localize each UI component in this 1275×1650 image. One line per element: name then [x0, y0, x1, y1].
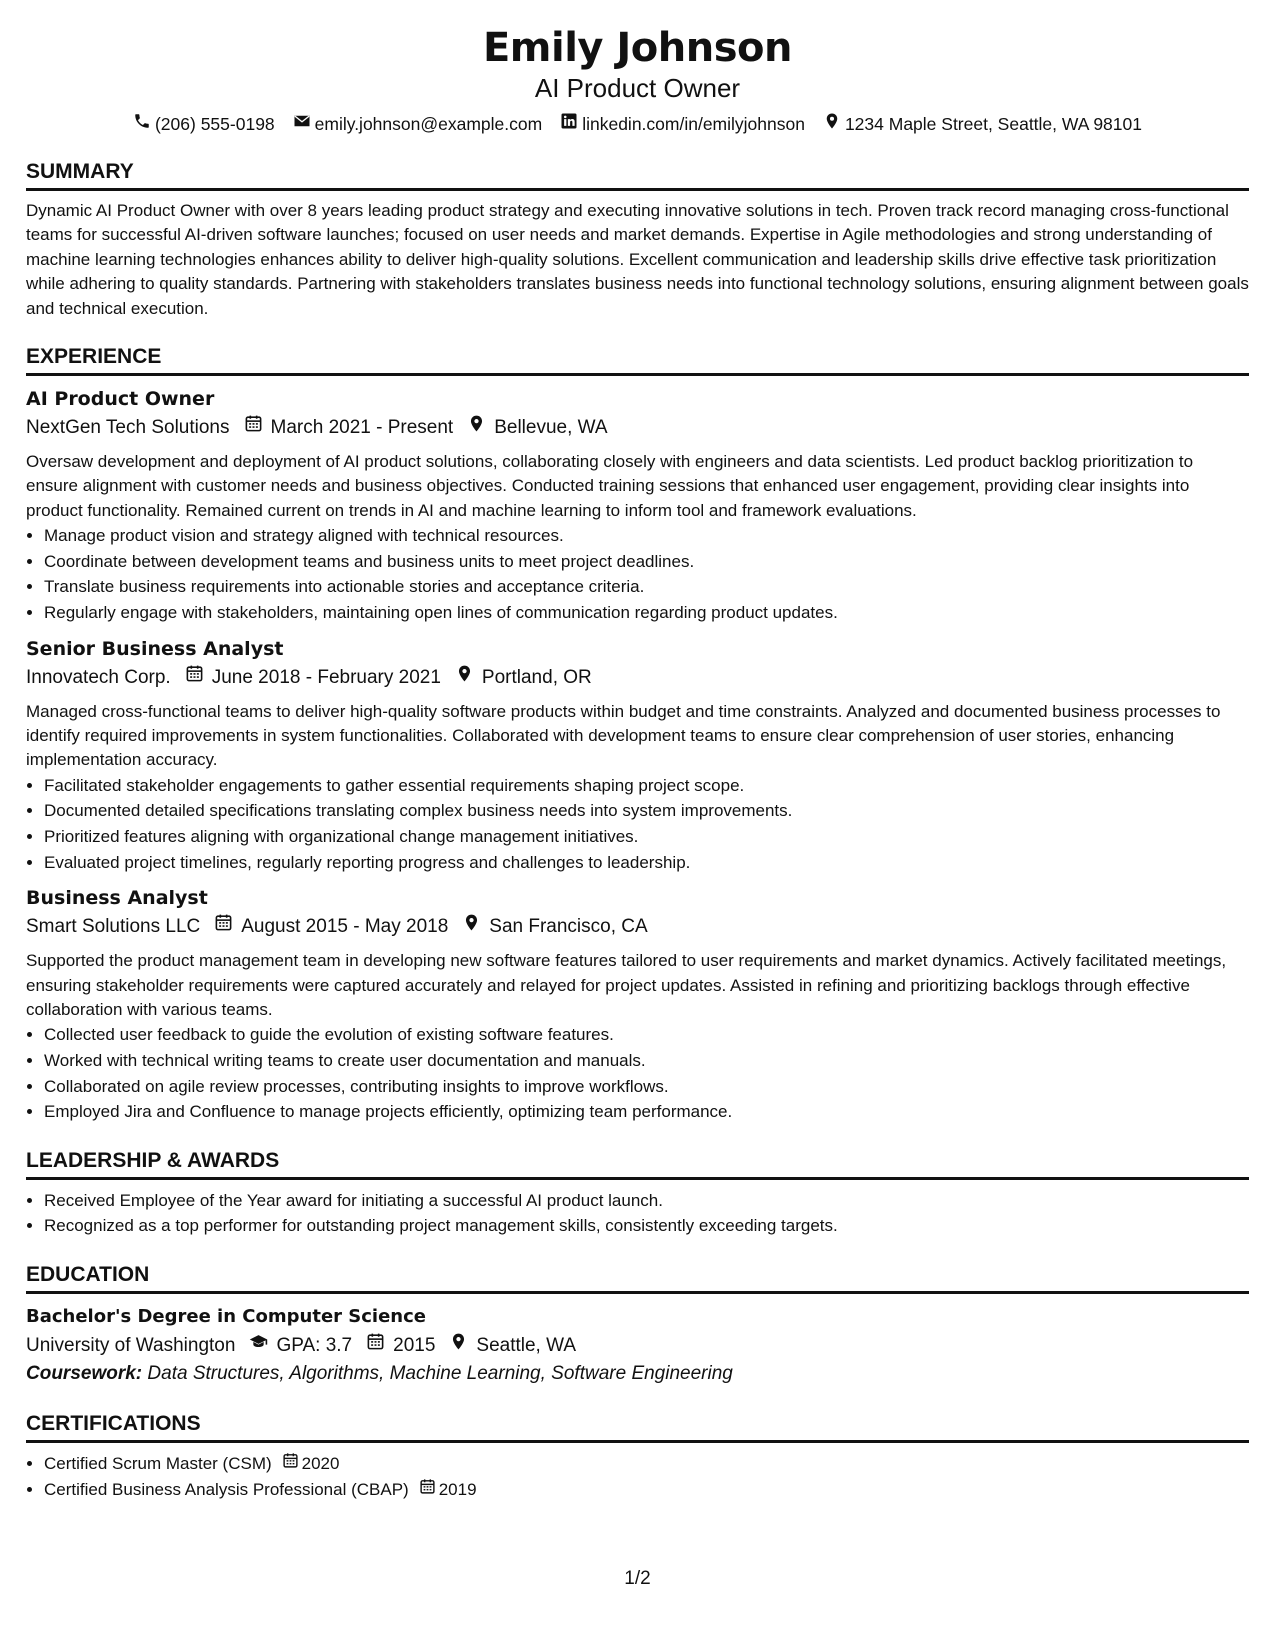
job-meta	[26, 414, 1249, 442]
candidate-name: Emily Johnson	[482, 25, 792, 71]
coursework	[26, 1360, 1249, 1388]
certifications-list	[26, 1451, 1249, 1502]
list-item: • Collected user feedback to guide the evolution of existing software features.	[44, 1022, 1249, 1048]
job-bullets	[26, 1022, 1249, 1124]
contact-linkedin[interactable]	[560, 112, 805, 136]
list-item: • Manage product vision and strategy aligned with technical resources.	[44, 523, 1249, 549]
graduation-cap-icon	[249, 1332, 268, 1360]
cert-name: • Certified Business Analysis Professional (CBAP)	[44, 1479, 409, 1499]
certifications-heading: CERTIFICATIONS	[26, 1410, 1249, 1443]
job-description: Oversaw development and deployment of AI product solutions, collaborating closely with engineers and data scientists. Led product backlog prioritization to ensure alignment with customer needs and business objectives. Conducted training sessions that enhanced user engagement, providing clear insights into product functionality. Remained current on trends in AI and machine learning to inform tool and framework evaluations.	[26, 452, 1194, 520]
contact-email[interactable]	[293, 112, 543, 136]
phone-icon	[133, 112, 151, 136]
education-heading: EDUCATION	[26, 1261, 1249, 1294]
coursework-text: Data Structures, Algorithms, Machine Learning, Software Engineering	[147, 1363, 733, 1384]
gpa-text: GPA: 3.7	[276, 1335, 353, 1356]
list-item	[44, 1451, 1249, 1477]
map-pin-icon	[467, 414, 486, 442]
linkedin-text: linkedin.com/in/emilyjohnson	[582, 114, 805, 134]
list-item	[44, 1477, 1249, 1503]
job-dates: June 2018 - February 2021	[211, 666, 441, 688]
list-item: • Translate business requirements into actionable stories and acceptance criteria.	[44, 574, 1249, 600]
list-item: • Evaluated project timelines, regularly reporting progress and challenges to leadership.	[44, 850, 1249, 876]
graduation-year: 2015	[393, 1335, 436, 1356]
experience-heading: EXPERIENCE	[26, 343, 1249, 376]
email-text: emily.johnson@example.com	[314, 114, 543, 134]
list-item: • Worked with technical writing teams to create user documentation and manuals.	[44, 1048, 1249, 1074]
calendar-icon	[419, 1477, 436, 1503]
list-item: • Facilitated stakeholder engagements to gather essential requirements shaping project scope.	[44, 773, 1249, 799]
job-title: Senior Business Analyst	[26, 637, 284, 660]
list-item: • Employed Jira and Confluence to manage projects efficiently, optimizing team performance.	[44, 1099, 1249, 1125]
calendar-icon	[185, 664, 204, 692]
job-bullets	[26, 773, 1249, 875]
contact-phone[interactable]	[133, 112, 275, 136]
cert-year: 2019	[438, 1479, 477, 1499]
summary-heading: SUMMARY	[26, 158, 1249, 191]
job-title: Business Analyst	[26, 887, 208, 910]
calendar-icon	[244, 414, 263, 442]
calendar-icon	[282, 1451, 299, 1477]
map-pin-icon	[823, 112, 841, 136]
job-title: AI Product Owner	[26, 388, 215, 411]
education-meta	[26, 1332, 1249, 1360]
job-location: Bellevue, WA	[494, 417, 608, 439]
candidate-title: AI Product Owner	[534, 73, 741, 103]
list-item: • Received Employee of the Year award for initiating a successful AI product launch.	[44, 1188, 1249, 1214]
job-entry	[26, 885, 1249, 1125]
job-entry	[26, 386, 1249, 626]
phone-text: (206) 555-0198	[154, 114, 275, 134]
coursework-label: Coursework:	[26, 1363, 143, 1384]
map-pin-icon	[462, 913, 481, 941]
company-name: NextGen Tech Solutions	[26, 417, 230, 439]
cert-name: • Certified Scrum Master (CSM)	[44, 1454, 272, 1473]
job-description: Managed cross-functional teams to deliver high-quality software products within budget and time constraints. Analyzed and documented business processes to identify required improvements in system functionalities. Collaborated with development teams to ensure clear comprehension of user stories, enhancing implementation accuracy.	[26, 701, 1221, 770]
job-bullets	[26, 523, 1249, 625]
contact-bar	[26, 112, 1249, 136]
job-dates: March 2021 - Present	[270, 417, 454, 439]
job-location: San Francisco, CA	[489, 916, 648, 938]
job-meta	[26, 664, 1249, 692]
map-pin-icon	[449, 1332, 468, 1360]
job-meta	[26, 913, 1249, 941]
contact-address	[823, 112, 1142, 136]
degree-title: Bachelor's Degree in Computer Science	[26, 1306, 426, 1327]
linkedin-icon	[560, 112, 578, 136]
summary-text: Dynamic AI Product Owner with over 8 years leading product strategy and executing innovative solutions in tech. Proven track record managing cross-functional teams for successful AI-driven software launches; focused on user needs and market demands. Expertise in Agile methodologies and strong understanding of machine learning technologies enhances ability to deliver high-quality solutions. Excellent communication and leadership skills drive effective task prioritization while adhering to quality standards. Partnering with stakeholders translates business needs into functional technology solutions, ensuring alignment between goals and technical execution.	[26, 201, 1249, 318]
calendar-icon	[366, 1332, 385, 1360]
page-number: 1/2	[624, 1568, 651, 1589]
job-dates: August 2015 - May 2018	[241, 916, 449, 938]
list-item: • Recognized as a top performer for outstanding project management skills, consistently exceeding targets.	[44, 1213, 1249, 1239]
company-name: Smart Solutions LLC	[26, 916, 201, 938]
list-item: • Documented detailed specifications translating complex business needs into system improvements.	[44, 798, 1249, 824]
education-location: Seattle, WA	[476, 1335, 577, 1356]
company-name: Innovatech Corp.	[26, 666, 171, 688]
list-item: • Regularly engage with stakeholders, maintaining open lines of communication regarding product updates.	[44, 600, 1249, 626]
calendar-icon	[214, 913, 233, 941]
awards-heading: LEADERSHIP & AWARDS	[26, 1147, 1249, 1180]
cert-year: 2020	[301, 1454, 340, 1473]
job-entry	[26, 636, 1249, 876]
job-description: Supported the product management team in developing new software features tailored to user requirements and market dynamics. Actively facilitated meetings, ensuring stakeholder requirements were captured accurately and relayed for project updates. Assisted in refining and prioritizing backlogs through effective collaboration with various teams.	[26, 951, 1227, 1020]
list-item: • Prioritized features aligning with organizational change management initiatives.	[44, 824, 1249, 850]
map-pin-icon	[455, 664, 474, 692]
list-item: • Coordinate between development teams and business units to meet project deadlines.	[44, 549, 1249, 575]
awards-list	[26, 1188, 1249, 1239]
list-item: • Collaborated on agile review processes, contributing insights to improve workflows.	[44, 1074, 1249, 1100]
address-text: 1234 Maple Street, Seattle, WA 98101	[844, 114, 1142, 134]
school-name: University of Washington	[26, 1335, 236, 1356]
job-location: Portland, OR	[481, 666, 592, 688]
envelope-icon	[293, 112, 311, 136]
